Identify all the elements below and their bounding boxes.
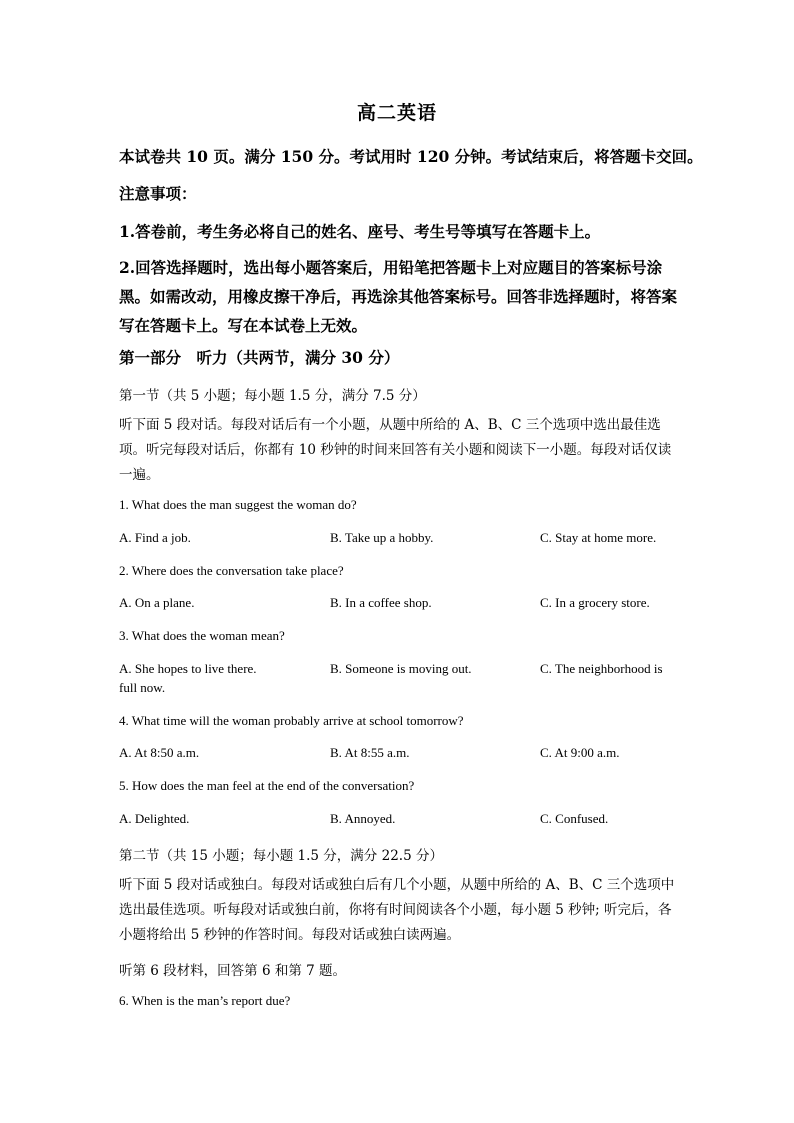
exam-summary: 本试卷共 10 页。满分 150 分。考试用时 120 分钟。考试结束后，将答题卡交回。 bbox=[119, 147, 703, 166]
question-1-option-a: A. Find a job. bbox=[119, 530, 191, 545]
question-2-option-b: B. In a coffee shop. bbox=[330, 595, 432, 610]
part1-heading: 第一部分 听力（共两节，满分 30 分） bbox=[119, 348, 400, 367]
question-4-stem: 4. What time will the woman probably arrive at school tomorrow? bbox=[119, 713, 464, 728]
question-1-option-b: B. Take up a hobby. bbox=[330, 530, 434, 545]
question-6-stem: 6. When is the man’s report due? bbox=[119, 993, 291, 1008]
question-2-option-c: C. In a grocery store. bbox=[540, 595, 650, 610]
notice-heading: 注意事项： bbox=[119, 184, 197, 203]
section1-instructions: 听下面 5 段对话。每段对话后有一个小题，从题中所给的 A、B、C 三个选项中选出最佳选项。听完每段对话后，你都有 10 秒钟的时间来回答有关小题和阅读下一小题。每段对话仅读一遍。 bbox=[119, 417, 672, 483]
page-title: 高二英语 bbox=[356, 102, 437, 124]
question-4-option-a: A. At 8:50 a.m. bbox=[119, 745, 200, 760]
question-5-option-a: A. Delighted. bbox=[119, 811, 190, 826]
section2-heading: 第二节（共 15 小题；每小题 1.5 分，满分 22.5 分） bbox=[119, 848, 443, 864]
question-2-stem: 2. Where does the conversation take place? bbox=[119, 563, 344, 578]
question-4-option-b: B. At 8:55 a.m. bbox=[330, 745, 410, 760]
question-4-option-c: C. At 9:00 a.m. bbox=[540, 745, 620, 760]
notice-item-2: 2.回答选择题时，选出每小题答案后，用铅笔把答题卡上对应题目的答案标号涂黑。如需改动，用橡皮擦干净后，再选涂其他答案标号。回答非选择题时，将答案写在答题卡上。写在本试卷上无效。 bbox=[119, 258, 678, 335]
question-1-option-c: C. Stay at home more. bbox=[540, 530, 657, 545]
question-3-option-b: B. Someone is moving out. bbox=[330, 661, 472, 676]
question-5-stem: 5. How does the man feel at the end of the conversation? bbox=[119, 778, 415, 793]
question-5-option-c: C. Confused. bbox=[540, 811, 609, 826]
section1-heading: 第一节（共 5 小题；每小题 1.5 分，满分 7.5 分） bbox=[119, 388, 426, 404]
question-3-stem: 3. What does the woman mean? bbox=[119, 628, 285, 643]
notice-item-1: 1.答卷前，考生务必将自己的姓名、座号、考生号等填写在答题卡上。 bbox=[119, 222, 601, 241]
material-6-note: 听第 6 段材料，回答第 6 和第 7 题。 bbox=[119, 963, 347, 979]
question-3-option-c-continued: full now. bbox=[119, 680, 166, 695]
question-3-option-a: A. She hopes to live there. bbox=[119, 661, 257, 676]
section2-instructions: 听下面 5 段对话或独白。每段对话或独白后有几个小题，从题中所给的 A、B、C 三个选项中选出最佳选项。听每段对话或独白前，你将有时间阅读各个小题，每小题 5 秒钟; 听完后，各小题将给出 5 秒钟的作答时间。每段对话或独白读两遍。 bbox=[119, 877, 675, 943]
question-2-option-a: A. On a plane. bbox=[119, 595, 195, 610]
question-1-stem: 1. What does the man suggest the woman do? bbox=[119, 497, 357, 512]
question-5-option-b: B. Annoyed. bbox=[330, 811, 396, 826]
question-3-option-c: C. The neighborhood is bbox=[540, 661, 663, 676]
